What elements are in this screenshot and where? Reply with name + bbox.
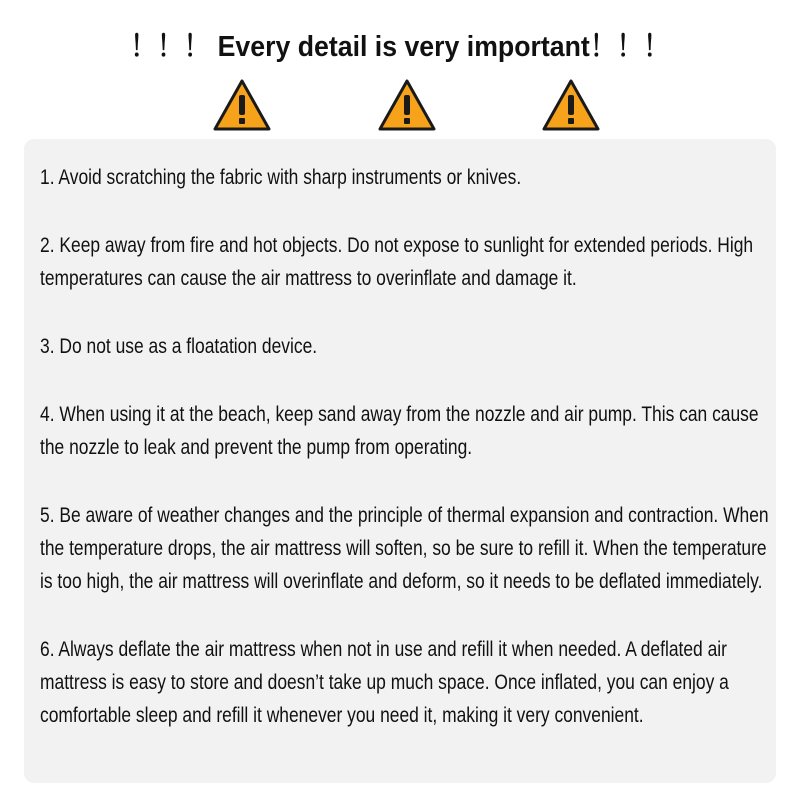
note-item-6: 6. Always deflate the air mattress when not in use and refill it when needed. A deflated air mattress is easy to store and doesn’t take up much space. Once inflated, you can enjoy a comfortable sleep and refill it whenever you need it, making it very convenient. <box>40 638 729 727</box>
notes-panel <box>24 139 776 783</box>
notes-list <box>40 161 800 767</box>
note-item-2: 2. Keep away from fire and hot objects. Do not expose to sunlight for extended periods. High temperatures can cause the air mattress to overinflate and damage it. <box>40 234 754 290</box>
note-item-1: 1. Avoid scratching the fabric with sharp instruments or knives. <box>40 166 522 189</box>
warning-triangle-icon <box>212 78 272 132</box>
warning-icons-row <box>0 78 800 134</box>
warning-triangle-icon <box>377 78 437 132</box>
page-headline: ！！！ Every detail is very important！！！ <box>130 31 670 63</box>
note-item-3: 3. Do not use as a floatation device. <box>40 335 318 358</box>
note-item-5: 5. Be aware of weather changes and the principle of thermal expansion and contraction. When the temperature drops, the air mattress will soften, so be sure to refill it. When the temperature is too high, the air mattress will overinflate and deform, so it needs to be deflated immediately. <box>40 504 769 593</box>
warning-triangle-icon <box>541 78 601 132</box>
note-item-4: 4. When using it at the beach, keep sand away from the nozzle and air pump. This can cause the nozzle to leak and prevent the pump from operating. <box>40 403 759 459</box>
